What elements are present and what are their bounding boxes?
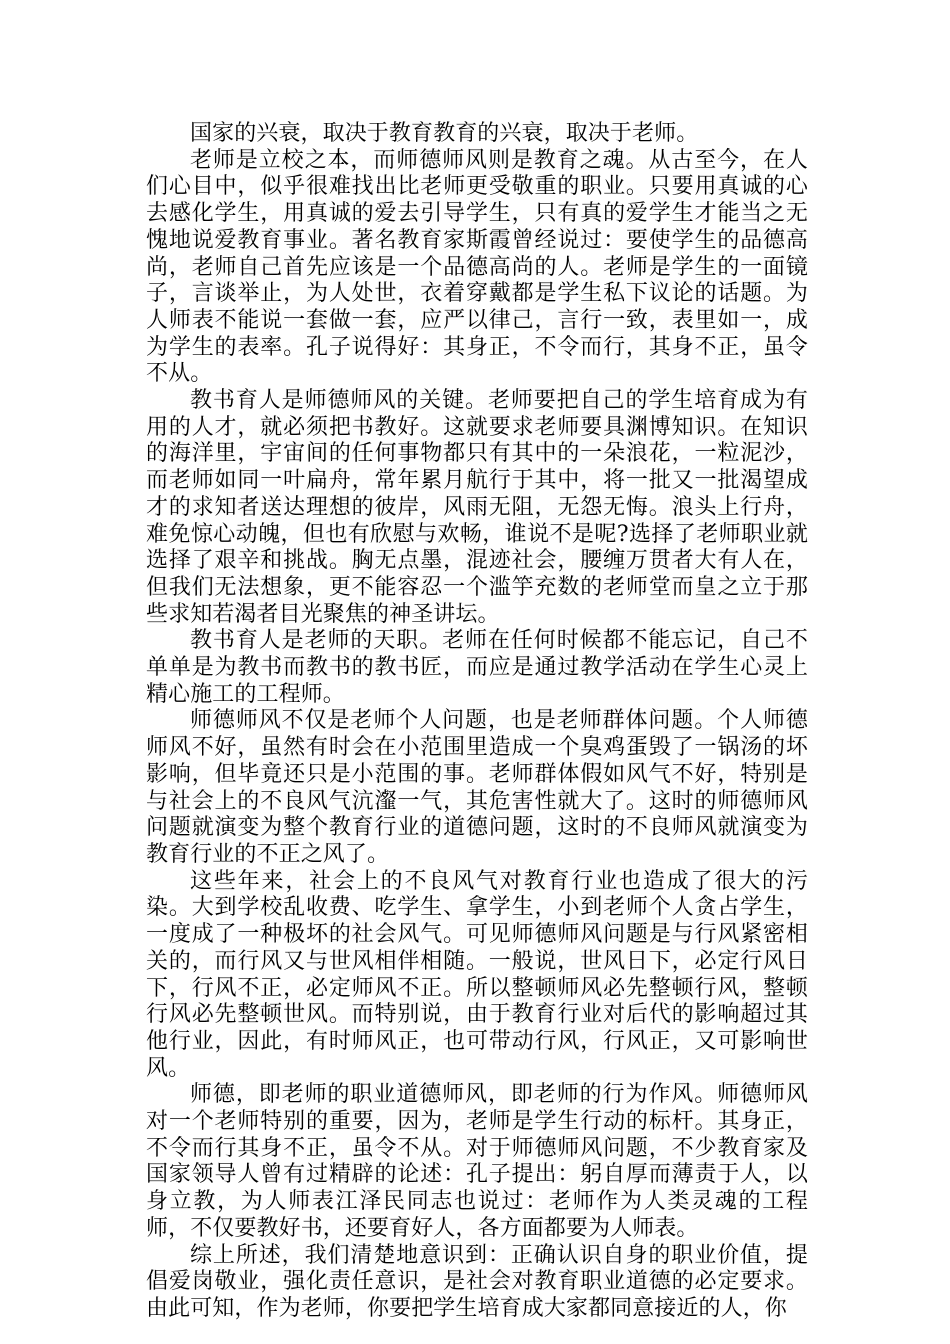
paragraph-social-climate: 这些年来，社会上的不良风气对教育行业也造成了很大的污染。大到学校乱收费、吃学生、拿学生，小到老师个人贪占学生，一度成了一种极坏的社会风气。可见师德师风问题是与行风紧密相关的，而行风又与世风相伴相随。一般说，世风日下，必定行风日下，行风不正，必定师风不正。所以整顿师风必先整顿行风，整顿行风必先整顿世风。而特别说，由于教育行业对后代的影响超过其他行业，因此，有时师风正，也可带动行风，行风正，又可影响世风。 <box>146 868 808 1081</box>
document-body <box>146 121 808 1323</box>
paragraph-teacher-foundation: 老师是立校之本，而师德师风则是教育之魂。从古至今，在人们心目中，似乎很难找出比老师更受敬重的职业。只要用真诚的心去感化学生，用真诚的爱去引导学生，只有真的爱学生才能当之无愧地说爱教育事业。著名教育家斯霞曾经说过：要使学生的品德高尚，老师自己首先应该是一个品德高尚的人。老师是学生的一面镜子，言谈举止，为人处世，衣着穿戴都是学生私下议论的话题。为人师表不能说一套做一套，应严以律己，言行一致，表里如一，成为学生的表率。孔子说得好：其身正，不令而行，其身不正，虽令不从。 <box>146 147 808 387</box>
paragraph-intro: 国家的兴衰，取决于教育教育的兴衰，取决于老师。 <box>190 121 699 146</box>
paragraph-group-issue: 师德师风不仅是老师个人问题，也是老师群体问题。个人师德师风不好，虽然有时会在小范围里造成一个臭鸡蛋毁了一锅汤的坏影响，但毕竟还只是小范围的事。老师群体假如风气不好，特别是与社会上的不良风气沆瀣一气，其危害性就大了。这时的师德师风问题就演变为整个教育行业的道德问题，这时的不良师风就演变为教育行业的不正之风了。 <box>146 708 808 867</box>
paragraph-teaching-key: 教书育人是师德师风的关键。老师要把自己的学生培育成为有用的人才，就必须把书教好。这就要求老师要具渊博知识。在知识的海洋里，宇宙间的任何事物都只有其中的一朵浪花，一粒泥沙，而老师如同一叶扁舟，常年累月航行于其中，将一批又一批渴望成才的求知者送达理想的彼岸，风雨无阻，无怨无悔。浪头上行舟，难免惊心动魄，但也有欣慰与欢畅，谁说不是呢?选择了老师职业就选择了艰辛和挑战。胸无点墨，混迹社会，腰缠万贯者大有人在，但我们无法想象，更不能容忍一个滥竽充数的老师堂而皇之立于那些求知若渴者目光聚焦的神圣讲坛。 <box>146 388 808 627</box>
paragraph-ethics-definition: 师德，即老师的职业道德师风，即老师的行为作风。师德师风对一个老师特别的重要，因为，老师是学生行动的标杆。其身正，不令而行其身不正，虽令不从。对于师德师风问题，不少教育家及国家领导人曾有过精辟的论述：孔子提出：躬自厚而薄责于人，以身立教，为人师表江泽民同志也说过：老师作为人类灵魂的工程师，不仅要教好书，还要育好人，各方面都要为人师表。 <box>146 1082 808 1241</box>
paragraph-teaching-duty: 教书育人是老师的天职。老师在任何时候都不能忘记，自己不单单是为教书而教书的教书匠，而应是通过教学活动在学生心灵上精心施工的工程师。 <box>146 628 808 707</box>
paragraph-conclusion: 综上所述，我们清楚地意识到：正确认识自身的职业价值，提倡爱岗敬业，强化责任意识，是社会对教育职业道德的必定要求。由此可知，作为老师，你要把学生培育成大家都同意接近的人，你 <box>146 1242 808 1321</box>
